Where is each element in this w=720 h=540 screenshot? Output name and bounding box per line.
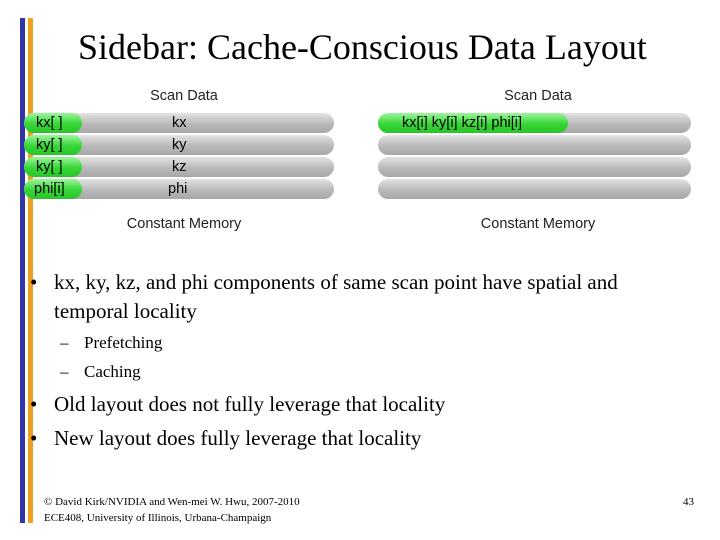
bullet-text: New layout does fully leverage that locality — [54, 426, 422, 450]
component-label: kz — [172, 159, 187, 175]
bullet-item — [30, 424, 690, 453]
sub-bullet-text: Prefetching — [84, 333, 163, 352]
footer-line-2: ECE408, University of Illinois, Urbana-Champaign — [44, 512, 272, 524]
bullet-marker: • — [30, 392, 38, 416]
footer-line-1: © David Kirk/NVIDIA and Wen-mei W. Hwu, 2007-2010 — [44, 496, 300, 508]
constant-memory-caption: Constant Memory — [480, 216, 596, 232]
bullet-item — [30, 268, 690, 326]
old-layout-diagram — [24, 84, 344, 234]
page-number: 43 — [683, 496, 694, 508]
sub-bullet-text: Caching — [84, 362, 141, 381]
component-label: ky — [172, 137, 187, 153]
sub-bullet-marker: – — [60, 362, 69, 381]
bullet-marker: • — [30, 426, 38, 450]
component-label: kx — [172, 115, 187, 131]
slide-title: Sidebar: Cache-Conscious Data Layout — [78, 27, 647, 67]
memory-lane-1 — [378, 113, 691, 133]
bullet-text: Old layout does not fully leverage that locality — [54, 392, 446, 416]
sub-bullet-item — [30, 328, 690, 357]
memory-lane-phi — [24, 179, 334, 199]
copyright-footer — [44, 494, 300, 526]
constant-memory-caption: Constant Memory — [126, 216, 242, 232]
memory-lane-4 — [378, 179, 691, 199]
new-layout-diagram — [378, 84, 698, 234]
bullet-text: kx, ky, kz, and phi components of same scan point have spatial and temporal locality — [54, 270, 618, 323]
struct-label: kx[i] ky[i] kz[i] phi[i] — [402, 115, 523, 131]
memory-lane-kz — [24, 157, 334, 177]
scan-data-caption: Scan Data — [504, 88, 572, 104]
memory-lane-kx — [24, 113, 334, 133]
scan-data-caption: Scan Data — [150, 88, 218, 104]
component-label: phi — [168, 181, 188, 197]
array-label: phi[i] — [34, 181, 65, 197]
array-label: kx[ ] — [36, 115, 63, 131]
bullet-list — [30, 268, 690, 453]
memory-lane-3 — [378, 157, 691, 177]
bullet-marker: • — [30, 270, 38, 294]
bullet-item — [30, 390, 690, 419]
array-label: ky[ ] — [36, 137, 63, 153]
array-label: ky[ ] — [36, 159, 63, 175]
memory-lane-ky — [24, 135, 334, 155]
sub-bullet-item — [30, 357, 690, 386]
sub-bullet-marker: – — [60, 333, 69, 352]
memory-lane-2 — [378, 135, 691, 155]
